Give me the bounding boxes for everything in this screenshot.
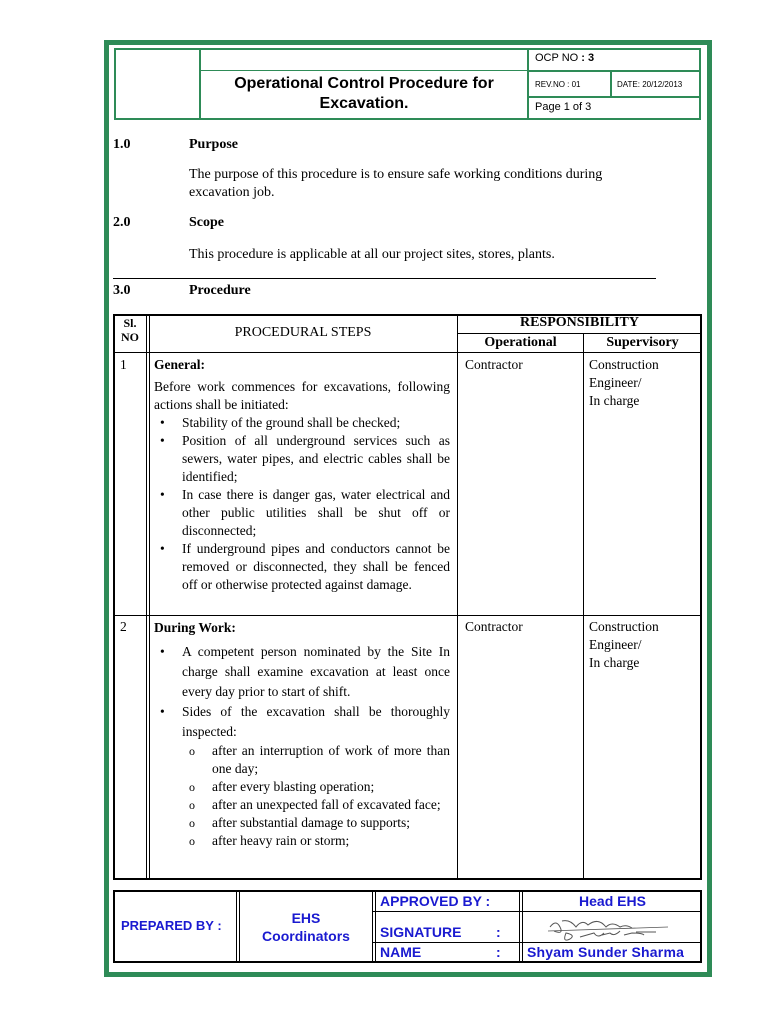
- table-gridline: [149, 314, 150, 880]
- section-number: 3.0: [113, 283, 131, 298]
- supervisory-responsible: Construction Engineer/ In charge: [589, 619, 659, 670]
- table-gridline: [373, 911, 701, 912]
- column-header-supervisory: Supervisory: [606, 335, 679, 350]
- table-gridline: [236, 890, 237, 963]
- column-header-operational: Operational: [484, 335, 557, 350]
- supervisory-responsible: Construction Engineer/ In charge: [589, 357, 659, 408]
- approver-name: Shyam Sunder Sharma: [527, 944, 685, 960]
- operational-responsible: Contractor: [465, 357, 523, 372]
- column-header-sl: Sl. NO: [121, 316, 139, 344]
- step-bullet: • Position of all underground services such as sewers, water pipes, and electric cables shall be identified;: [182, 432, 450, 486]
- table-gridline: [113, 615, 702, 616]
- section-title: Procedure: [189, 283, 251, 298]
- step-heading: During Work:: [154, 620, 236, 635]
- step-sub-bullet: o after substantial damage to supports;: [212, 814, 450, 832]
- name-colon: :: [496, 944, 501, 960]
- operational-responsible: Contractor: [465, 619, 523, 634]
- section-number: 1.0: [113, 137, 131, 152]
- approver-title: Head EHS: [579, 893, 646, 909]
- column-header-responsibility: RESPONSIBILITY: [519, 315, 640, 330]
- page-number: Page 1 of 3: [535, 101, 592, 113]
- step-bullet: • A competent person nominated by the Site In charge shall examine excavation at least once every day prior to start of shift.: [182, 642, 450, 702]
- row-number: 1: [120, 357, 127, 372]
- table-gridline: [239, 890, 240, 963]
- preparer-name: EHS Coordinators: [262, 910, 350, 944]
- table-gridline: [519, 890, 520, 963]
- step-bullet: • Sides of the excavation shall be thoroughly inspected:: [182, 702, 450, 742]
- column-header-steps: PROCEDURAL STEPS: [234, 325, 372, 340]
- step-bullet: • If underground pipes and conductors cannot be removed or disconnected, they shall be fenced off or otherwise protected against damage.: [182, 540, 450, 594]
- row-number: 2: [120, 619, 127, 634]
- step-sub-bullet: o after heavy rain or storm;: [212, 832, 450, 850]
- step-bullet: • In case there is danger gas, water electrical and other public utilities shall be shut off or disconnected;: [182, 486, 450, 540]
- step-sub-bullet: o after every blasting operation;: [212, 778, 450, 796]
- table-gridline: [457, 333, 701, 334]
- header-divider: [610, 70, 612, 98]
- document-title: Operational Control Procedure for Excavation.: [234, 75, 494, 112]
- section-divider: [113, 278, 656, 279]
- prepared-by-label: PREPARED BY :: [121, 918, 222, 933]
- handwritten-signature: [540, 913, 680, 948]
- step-sub-bullet: o after an interruption of work of more than one day;: [212, 742, 450, 778]
- table-gridline: [457, 314, 458, 880]
- header-divider: [527, 96, 701, 98]
- step-sub-bullet: o after an unexpected fall of excavated face;: [212, 796, 450, 814]
- table-row: [154, 618, 450, 850]
- header-divider: [527, 70, 701, 72]
- step-heading: General:: [154, 357, 205, 372]
- name-label: NAME: [380, 944, 422, 960]
- signature-label: SIGNATURE: [380, 924, 462, 940]
- step-intro: Before work commences for excavations, following actions shall be initiated:: [154, 379, 450, 412]
- header-divider: [199, 70, 529, 71]
- section-number: 2.0: [113, 215, 131, 230]
- ocp-number: OCP NO : 3: [535, 52, 595, 64]
- table-gridline: [372, 890, 373, 963]
- table-gridline: [113, 352, 702, 353]
- table-gridline: [522, 890, 523, 963]
- document-date: DATE: 20/12/2013: [617, 80, 683, 89]
- section-title: Scope: [189, 215, 224, 230]
- section-title: Purpose: [189, 137, 238, 152]
- table-gridline: [146, 314, 147, 880]
- approved-by-label: APPROVED BY :: [380, 893, 491, 909]
- purpose-text: The purpose of this procedure is to ensure safe working conditions during excavation job.: [189, 167, 603, 200]
- step-bullet: • Stability of the ground shall be checked;: [182, 414, 450, 432]
- revision-number: REV.NO : 01: [535, 80, 581, 89]
- scope-text: This procedure is applicable at all our project sites, stores, plants.: [189, 247, 555, 262]
- table-gridline: [583, 333, 584, 880]
- signature-colon: :: [496, 924, 501, 940]
- table-gridline: [375, 890, 376, 963]
- table-row: [154, 356, 450, 594]
